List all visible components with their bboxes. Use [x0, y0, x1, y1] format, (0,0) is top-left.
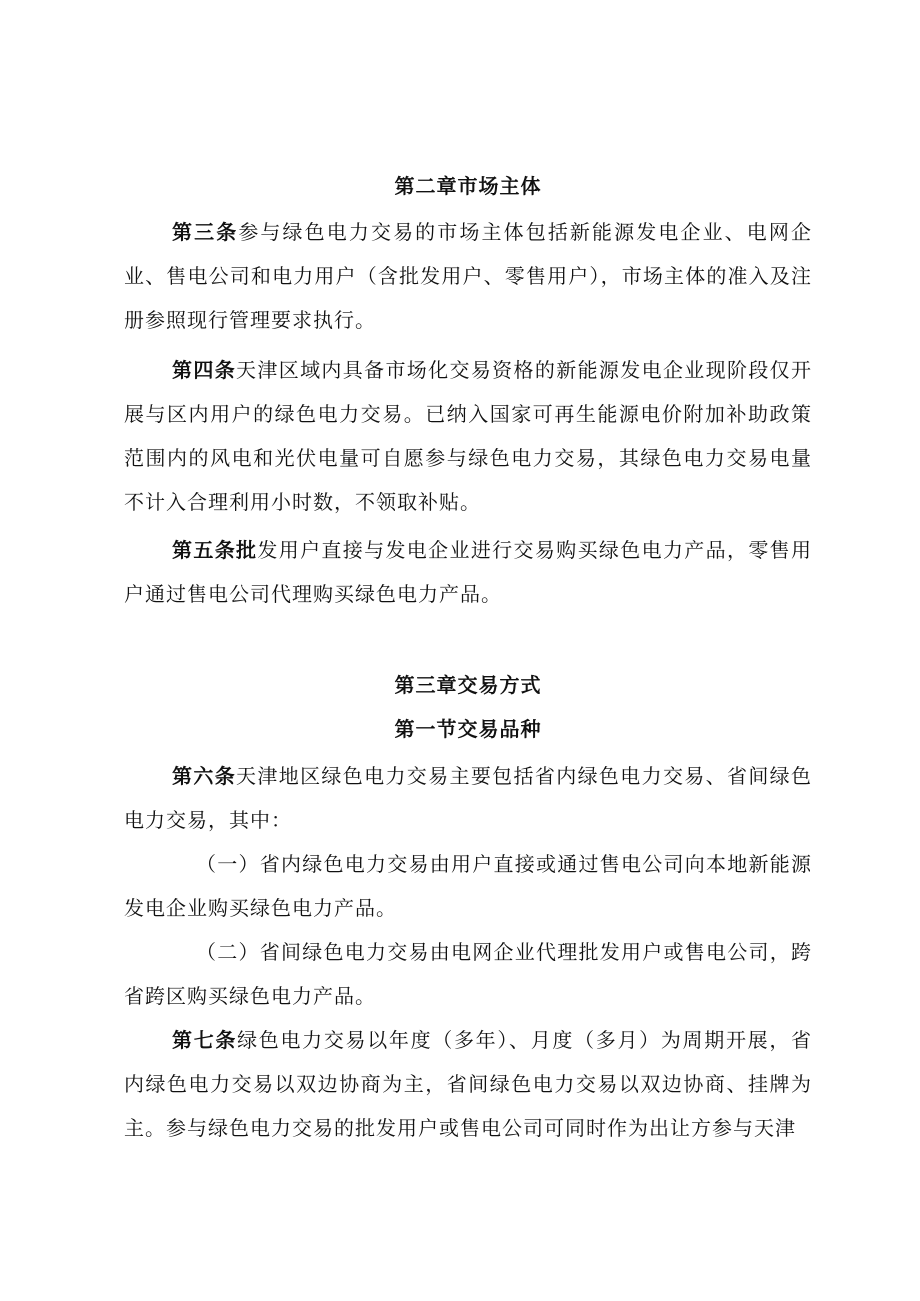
chapter-3-heading: 第三章交易方式 — [394, 673, 542, 697]
article-6 — [124, 754, 812, 842]
article-4-label: 第四条 — [172, 358, 237, 382]
article-6-item-1: （一）省内绿色电力交易由用户直接或通过售电公司向本地新能源发电企业购买绿色电力产品。 — [124, 852, 812, 920]
article-4-text: 天津区域内具备市场化交易资格的新能源发电企业现阶段仅开展与区内用户的绿色电力交易。已纳入国家可再生能源电价附加补助政策范围内的风电和光伏电量可自愿参与绿色电力交易，其绿色电力交易电量不计入合理利用小时数，不领取补贴。 — [124, 358, 813, 514]
article-7-label: 第七条 — [172, 1028, 238, 1052]
article-5-label: 第五条批 — [172, 538, 258, 562]
chapter-2-heading: 第二章市场主体 — [394, 174, 542, 198]
article-6-text: 天津地区绿色电力交易主要包括省内绿色电力交易、省间绿色电力交易，其中： — [124, 764, 813, 832]
article-5-text: 发用户直接与发电企业进行交易购买绿色电力产品，零售用户通过售电公司代理购买绿色电力产品。 — [124, 538, 813, 606]
article-3-label: 第三条 — [172, 220, 239, 244]
article-3-text: 参与绿色电力交易的市场主体包括新能源发电企业、电网企业、售电公司和电力用户（含批发用户、零售用户），市场主体的准入及注册参照现行管理要求执行。 — [124, 220, 813, 332]
article-5 — [124, 528, 812, 616]
article-7 — [124, 1018, 812, 1150]
article-4 — [124, 348, 812, 524]
article-6-item-2: （二）省间绿色电力交易由电网企业代理批发用户或售电公司，跨省跨区购买绿色电力产品。 — [124, 940, 812, 1008]
section-1-heading: 第一节交易品种 — [394, 717, 542, 741]
article-3 — [124, 210, 812, 342]
article-6-label: 第六条 — [172, 764, 237, 788]
article-7-text: 绿色电力交易以年度（多年）、月度（多月）为周期开展，省内绿色电力交易以双边协商为主，省间绿色电力交易以双边协商、挂牌为主。参与绿色电力交易的批发用户或售电公司可同时作为出让方参与天津 — [124, 1028, 813, 1140]
